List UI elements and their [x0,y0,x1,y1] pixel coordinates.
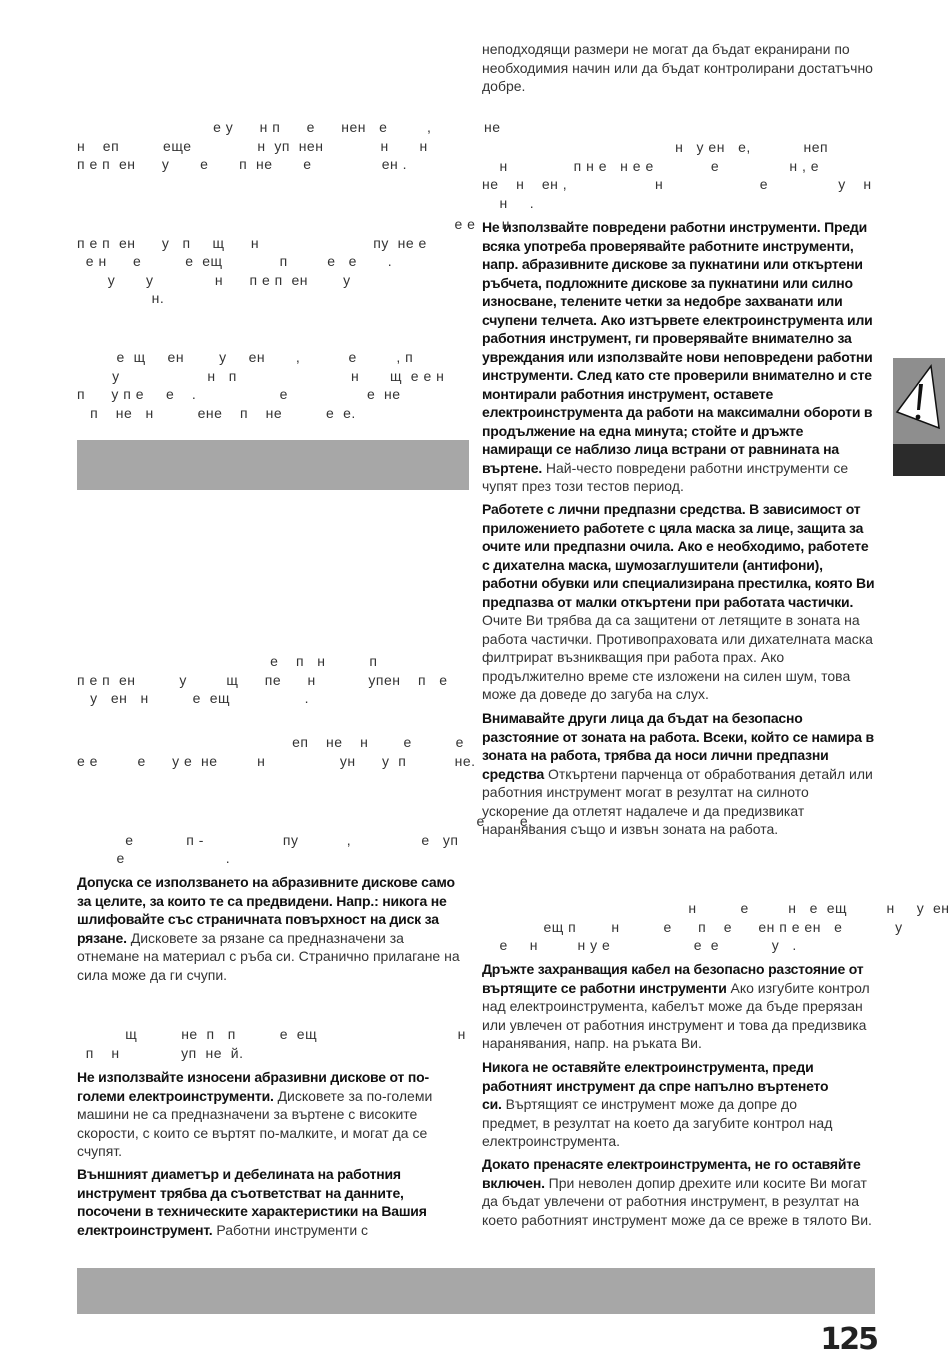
paragraph-body: Работни инструменти с [212,1221,369,1238]
side-tab [893,358,945,444]
text-fragment-line: щ не п п е ещ н [77,1026,466,1042]
paragraph-lead: Никога не оставяйте електроинструмента, преди работният инструмент да спре напълно въртенето си. [482,1059,829,1112]
paragraph-lead: Не използвайте повредени работни инструменти. Преди всяка употреба проверявайте работните инструменти, напр. абразивните дискове за пукнатини или откъртени ръбчета, подложните дискове за пукнатини или силно износване, телените четки за недобре захванати или счупени телчета. Ако изтървете електроинструмента или работния инструмент, ги проверявайте внимателно за увреждания или използвайте нови неповредени работни инструменти. След като сте проверили внимателно и сте монтирали работния инструмент, оставете електроинструмента да работи на максимални обороти в продължение на една минута; стойте и дръжте намиращи се наблизо лица встрани от равнината на въртене. [482,219,873,476]
paragraph [77,873,462,984]
text-fragment-line: е е н [77,216,511,232]
paragraph [482,709,876,839]
text-fragment-line: п не н ене п не е е. [77,404,356,421]
paragraph [482,960,876,1053]
paragraph-lead: Дръжте захранващия кабел на безопасно разстояние от въртящите се работни инструменти [482,961,864,996]
text-fragment-line: еп не н е е [77,734,464,750]
paragraph-lead: Работете с лични предпазни средства. В зависимост от приложението работете с цяла маска за лице, защита за очите или предпазни очила. Ако е необходимо, работете с дихателна маска, шумозаглушители (антифони), работни обувки или специализирана престилка, която Ви предпазва от малки откъртени при работата частички. [482,501,875,610]
text-fragment [77,348,444,422]
text-fragment [77,118,501,174]
text-fragment-line: п е п ен у щ пе н упен п е [77,671,448,688]
text-fragment-line: п у п е е . е е не [77,386,401,402]
text-fragment-line: не н ен , н е у н [482,176,872,192]
paragraph-lead: Не използвайте износени абразивни дискове от по-големи електроинструменти. [77,1069,429,1104]
text-fragment-line: ещ п н е п е ен п е ен е у [482,918,903,935]
text-fragment-line: п е п ен у е п не е ен . [77,156,408,172]
paragraph-body: При неволен допир дрехите или косите Ви могат да бъдат увлечени от работния инструмент, в резултат на което работният инструмент може да се вреже в тялото Ви. [482,1174,872,1228]
text-fragment-line: е у н п е нен е , не [77,119,501,135]
text-fragment-line: н е н е ещ н у ен [482,900,950,916]
text-fragment-line: п н уп не й. [77,1044,244,1061]
paragraph-body: Откъртени парченца от обработвания детайл или работния инструмент могат в резултат на силното ускорение да отлетят надалече и да предизвикат наранявания също и извън зоната на работа. [482,765,873,837]
page-number: 125 [820,1322,877,1357]
text-fragment [77,1025,466,1062]
paragraph-body: неподходящи размери не могат да бъдат екранирани по необходимия начин или да бъдат контролирани достатъчно добре. [482,41,873,94]
section-heading-band [77,1268,875,1314]
section-heading-band [77,440,469,490]
text-fragment-line: у н п н щ е е н [77,367,445,384]
paragraph [482,1058,847,1151]
text-fragment-line: н . [482,194,535,211]
text-fragment-line: п е п ен у п щ н пу не е [77,234,427,251]
text-fragment-line: н еп еще н уп нен н н [77,137,428,154]
text-fragment-line: е е е у е не н ун у п не. [77,752,476,769]
text-fragment-line: у ен н е ещ . [77,690,310,706]
paragraph-lead: Докато пренасяте електроинструмента, не го оставяйте включен. [482,1156,861,1191]
text-fragment-line: е н е е ещ п е е . [77,253,393,269]
paragraph [482,218,876,496]
text-fragment-line: н п н е н е е е н , е [482,157,820,174]
text-fragment [77,652,448,708]
text-fragment-line: е н н у е е е у . [482,937,797,953]
text-fragment-line: н. [77,290,165,306]
paragraph [77,1165,432,1239]
paragraph-body: Въртящият се инструмент може да допре до предмет, в резултат на което да загубите контрол над електроинструмента. [482,1096,833,1149]
paragraph [77,1068,447,1161]
paragraph-body: Ако изгубите контрол над електроинструмента, кабелът може да бъде прерязан или увлечен от работния инструмент и това да предизвика наранявания, напр. на ръката Ви. [482,979,870,1051]
text-fragment [77,812,533,868]
paragraph-body: Дисковете за по-големи машини не са предназначени за въртене с високите скорости, с които се въртят по-малките, и могат да се счупят. [77,1087,433,1159]
paragraph [482,1155,876,1229]
side-tab-dark [893,444,945,476]
text-fragment-line: е п н п [77,653,378,669]
paragraph-body: Дисковете за рязане са предназначени за отнемане на материал с ръба си. Странично прилагане на сила може да ги счупи. [77,929,460,983]
text-fragment-line: н у ен е, неп [482,139,829,155]
text-fragment [77,733,476,770]
text-fragment-line: у у н п е п ен у [77,271,351,288]
text-fragment-line: е щ ен у ен , е , п [77,349,414,365]
text-fragment-line: е п - пу , е уп [77,831,459,848]
paragraph-lead: Външният диаметър и дебелината на работния инструмент трябва да съответстват на данните, посочени в техническите характеристики на Вашия електроинструмент. [77,1166,427,1238]
text-fragment [77,215,510,308]
text-fragment [482,138,872,212]
paragraph-lead: Внимавайте други лица да бъдат на безопасно разстояние от зоната на работа. Всеки, който се намира в зоната на работа, трябва да носи лични предпазни средства [482,710,874,782]
warning-icon [893,358,945,444]
text-fragment [482,899,950,955]
paragraph-body: Очите Ви трябва да са защитени от летящите в зоната на работа частички. Противопраховата или дихателната маска филтрират възникващия при работа прах. Ако продължително време сте изложени на силен шум, това може да доведе до загуба на слух. [482,612,873,702]
text-fragment-line: е е, [77,813,533,829]
paragraph-lead: Допуска се използването на абразивните дискове само за целите, за които те са предвидени. Напр.: никога не шлифовайте със страничната повърхност на диск за рязане. [77,874,455,946]
paragraph-body: Най-често повредени работни инструменти се чупят през този тестов период. [482,459,849,494]
paragraph [482,500,876,704]
text-fragment-line: е . [77,850,231,866]
paragraph [482,40,876,96]
